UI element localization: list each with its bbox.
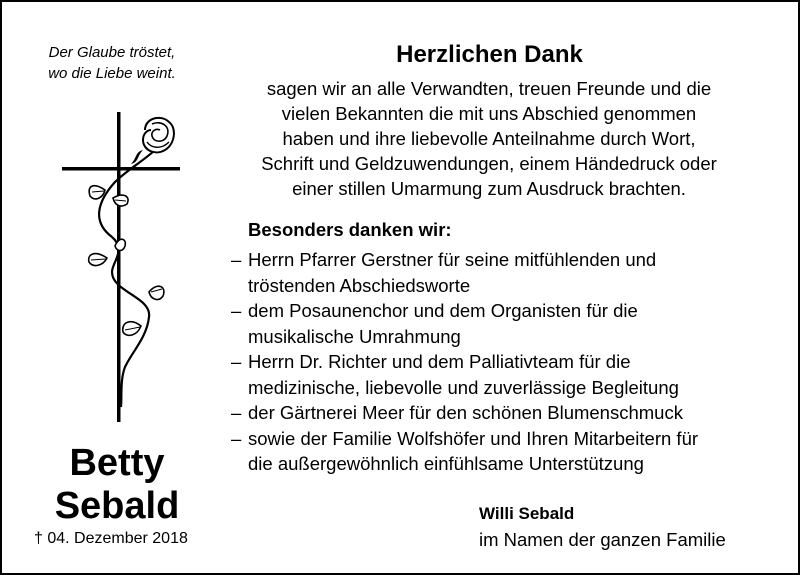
deceased-first-name: Betty <box>69 442 165 484</box>
list-dash: – <box>231 351 242 372</box>
list-item <box>231 426 771 477</box>
list-item-line: der Gärtnerei Meer für den schönen Blumenschmuck <box>248 402 683 423</box>
list-item <box>231 247 771 298</box>
list-item-line: dem Posaunenchor und dem Organisten für die <box>248 300 638 321</box>
rose-icon <box>131 118 174 164</box>
page-title: Herzlichen Dank <box>396 41 583 68</box>
motto <box>22 42 202 84</box>
intro-line: einer stillen Umarmung zum Ausdruck brachten. <box>292 178 686 199</box>
list-dash: – <box>231 249 242 270</box>
intro-text <box>234 76 744 201</box>
list-dash: – <box>231 427 242 449</box>
signer-family: im Namen der ganzen Familie <box>479 529 726 550</box>
list-item <box>231 349 771 400</box>
list-dash: – <box>231 402 242 423</box>
list-item-line: musikalische Umrahmung <box>248 325 461 347</box>
thanks-heading: Besonders danken wir: <box>248 219 452 240</box>
list-item-line: sowie der Familie Wolfshöfer und Ihren Mitarbeitern für <box>248 427 699 449</box>
intro-line: Schrift und Geldzuwendungen, einem Händedruck oder <box>261 153 717 174</box>
list-item-line: die außergewöhnlich einfühlsame Unterstützung <box>248 453 644 474</box>
list-item-line: Herrn Dr. Richter und dem Palliativteam für die <box>248 351 631 372</box>
cross-with-rose-icon <box>57 112 187 422</box>
signer-name: Willi Sebald <box>479 504 575 523</box>
list-item <box>231 400 771 426</box>
deceased-last-name: Sebald <box>54 485 180 527</box>
thanks-list <box>231 247 771 477</box>
list-dash: – <box>231 300 242 321</box>
list-item <box>231 298 771 349</box>
death-date: † 04. Dezember 2018 <box>34 530 188 547</box>
motto-line-2: wo die Liebe weint. <box>48 65 176 82</box>
intro-line: sagen wir an alle Verwandten, treuen Freunde und die <box>266 78 712 99</box>
intro-line: vielen Bekannten die mit uns Abschied genommen <box>281 103 697 124</box>
intro-line: haben und ihre liebevolle Anteilnahme durch Wort, <box>282 128 696 149</box>
deceased-name <box>22 442 212 528</box>
motto-line-1: Der Glaube tröstet, <box>48 44 176 61</box>
list-item-line: Herrn Pfarrer Gerstner für seine mitfühlenden und <box>248 249 657 270</box>
list-item-line: tröstenden Abschiedsworte <box>248 274 471 296</box>
list-item-line: medizinische, liebevolle und zuverlässige Begleitung <box>248 376 679 398</box>
